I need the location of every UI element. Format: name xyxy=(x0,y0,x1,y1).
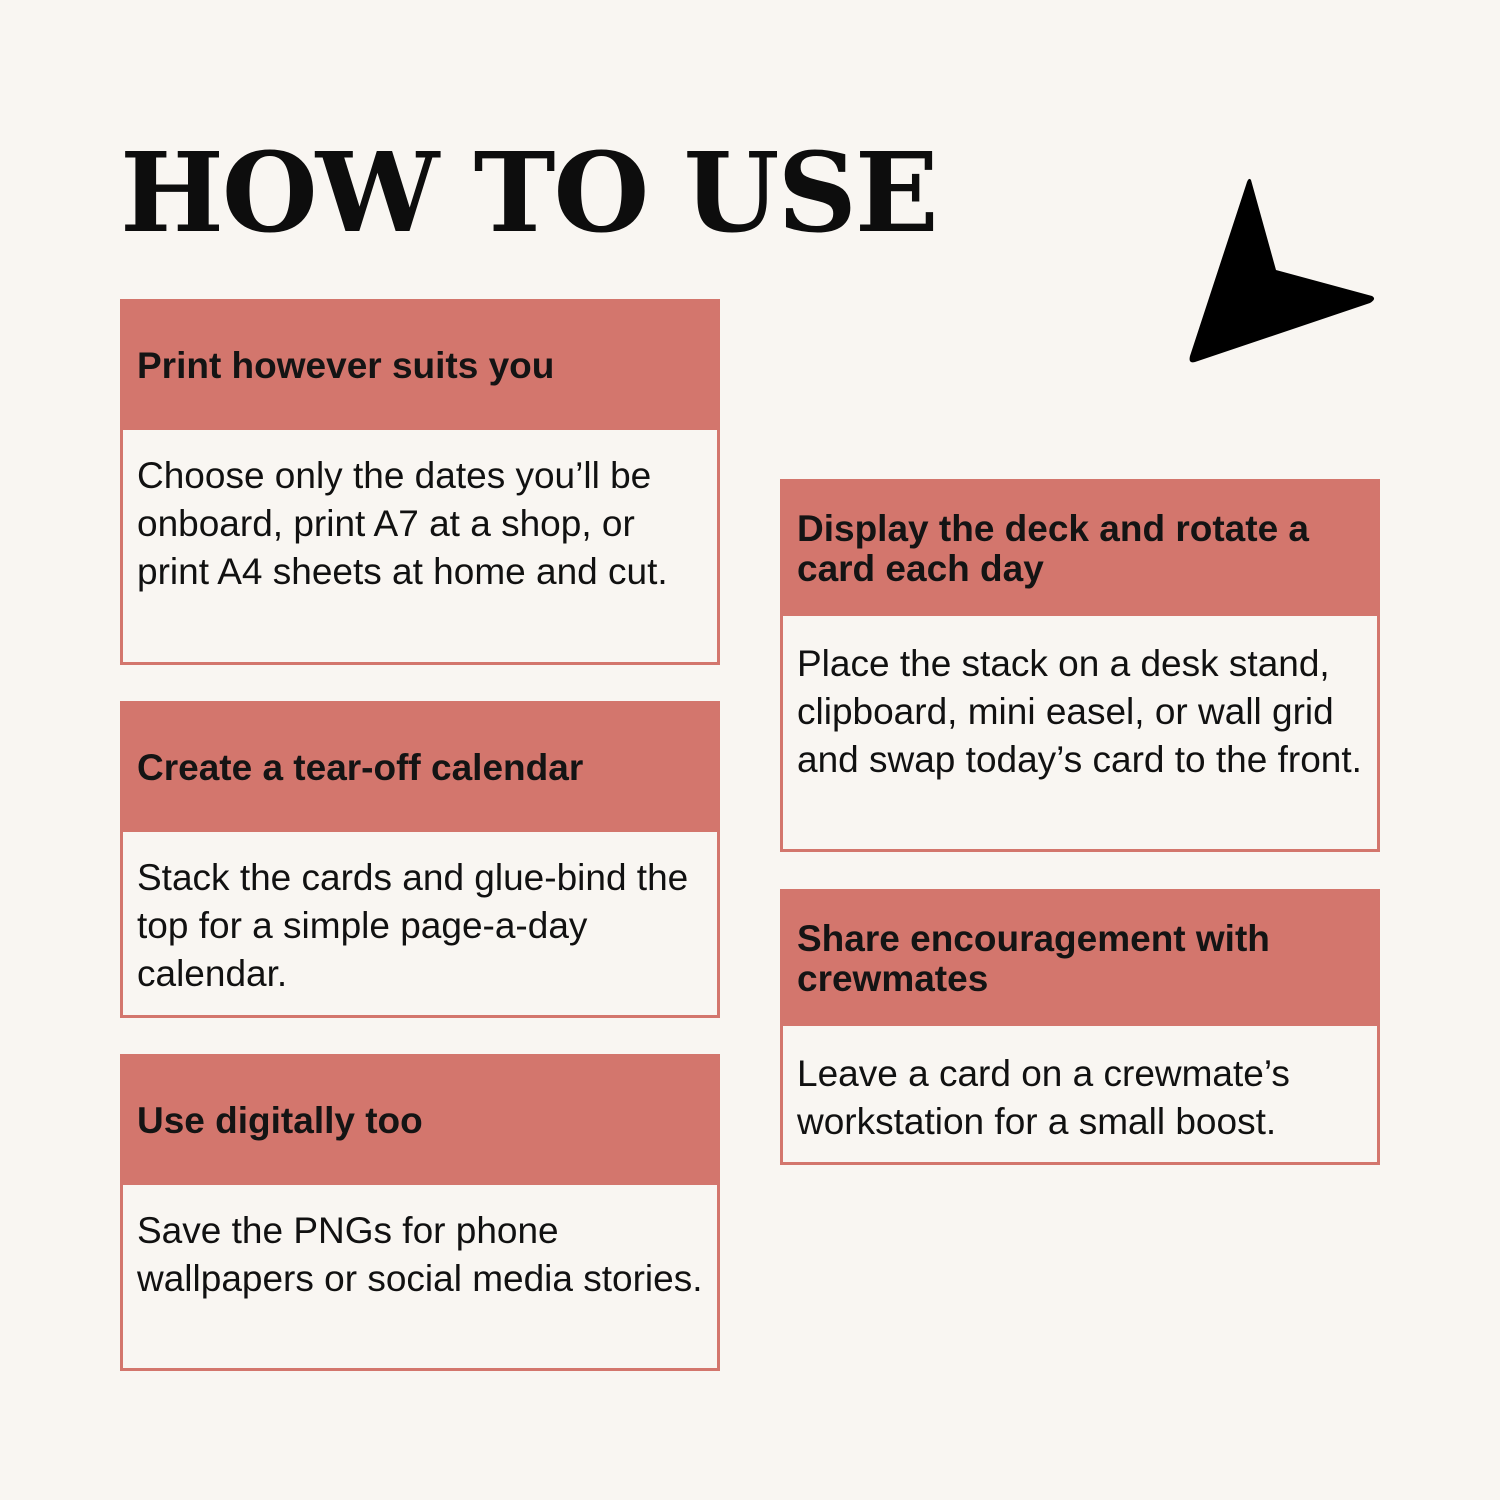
card-share-encouragement xyxy=(780,889,1380,1165)
card-body: Stack the cards and glue-bind the top for a simple page-a-day calendar. xyxy=(137,857,689,994)
card-body: Leave a card on a crewmate’s workstation for a small boost. xyxy=(797,1053,1290,1142)
arrow-pointer-icon xyxy=(1180,170,1385,375)
card-heading: Create a tear-off calendar xyxy=(123,704,717,832)
page-title: HOW TO USE xyxy=(120,128,937,257)
card-body: Place the stack on a desk stand, clipboard, mini easel, or wall grid and swap today’s card to the front. xyxy=(797,643,1362,780)
card-heading: Print however suits you xyxy=(123,302,717,430)
card-display-deck xyxy=(780,479,1380,852)
card-heading: Share encouragement with crewmates xyxy=(783,892,1377,1026)
card-body: Choose only the dates you’ll be onboard, print A7 at a shop, or print A4 sheets at home and cut. xyxy=(137,455,668,592)
card-heading: Use digitally too xyxy=(123,1057,717,1185)
card-digital xyxy=(120,1054,720,1371)
card-print xyxy=(120,299,720,665)
card-heading: Display the deck and rotate a card each day xyxy=(783,482,1377,616)
card-tear-off-calendar xyxy=(120,701,720,1018)
card-body: Save the PNGs for phone wallpapers or social media stories. xyxy=(137,1210,703,1299)
